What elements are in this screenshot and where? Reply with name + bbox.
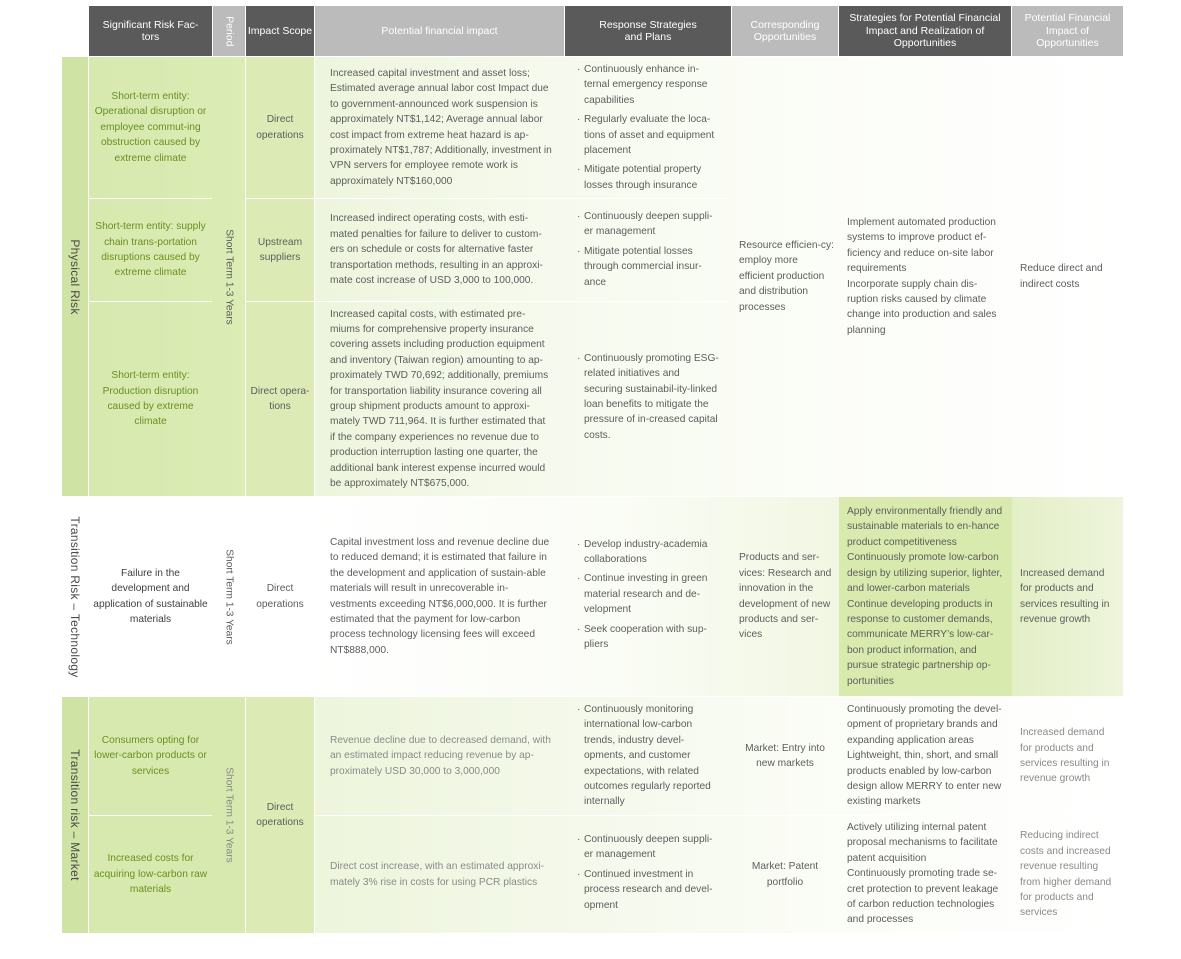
financial-impact: Capital investment loss and revenue decline due to reduced demand; it is estimated that failure in the development and application of sustain-able materials will result in unrecoverable in-vestments exceeding NT$6,000,000. It is further estimated that the payment for low-carbon process technology licensing fees will exceed NT$888,000. bbox=[330, 536, 550, 656]
opportunity-products-services: Products and ser-vices: Research and innovation in the development of new products and ser-vices bbox=[739, 552, 832, 641]
header-opportunities: Corresponding Opportunities bbox=[732, 6, 838, 56]
potential-technology: Increased demand for products and services resulting in revenue growth bbox=[1020, 567, 1110, 625]
header-period: Period bbox=[213, 6, 245, 56]
header-response: Response Strategies and Plans bbox=[565, 6, 731, 56]
risk-factor-sustainable-materials: Failure in the development and application of sustainable materials bbox=[93, 567, 208, 625]
strategy-market-1: Continuously promoting the devel-opment of proprietary brands and expanding application areas Lightweight, thin, short, and small products enabled by low-carbon design allow MERRY to enter new existing markets bbox=[847, 704, 1002, 808]
response-item: · Continued investment in process research and devel-opment bbox=[577, 867, 719, 913]
response-item: · Develop industry-academia collaborations bbox=[577, 537, 719, 568]
response-item: · Mitigate potential property losses through insurance bbox=[577, 162, 719, 193]
potential-market-2: Reducing indirect costs and increased revenue resulting from higher demand for products and services bbox=[1020, 830, 1112, 919]
opportunity-resource-efficiency: Resource efficien-cy: employ more efficient production and distribution processes bbox=[739, 239, 834, 313]
response-list bbox=[577, 497, 719, 696]
impact-scope: Direct operations bbox=[256, 801, 304, 828]
response-item: · Seek cooperation with sup-pliers bbox=[577, 622, 719, 653]
response-list bbox=[577, 209, 719, 294]
financial-impact: Revenue decline due to decreased demand, with an estimated impact reducing revenue by ap-proximately USD 30,000 to 3,000,000 bbox=[330, 734, 551, 777]
strategy-physical: Implement automated production systems to improve product ef-ficiency and reduce on-site labor requirements Incorporate supply chain dis-ruption risks caused by climate change into production and sales planning bbox=[847, 216, 997, 336]
period-physical: Short Term 1-3 Years bbox=[223, 228, 235, 325]
financial-impact: Increased capital costs, with estimated pre-miums for comprehensive property insurance covering assets including production equipment and inventory (Taiwan region) amounting to ap-proximately TWD 70,692; additionally, premiums for transportation liability insurance covering all group shipment products amount to approxi-mately TWD 711,964. It is further estimated that if the company experiences no revenue due to production interruption lasting one quarter, the additional bank interest expense incurred would be approximately NT$675,000. bbox=[330, 308, 549, 490]
response-item: · Continuously enhance in-ternal emergency response capabilities bbox=[577, 62, 719, 108]
strategy-technology: Apply environmentally friendly and sustainable materials to en-hance product competitiveness Continuously promote low-carbon design by utilizing superior, lighter, and lower-carbon materials Continue developing products in response to customer demands, communicate MERRY’s low-car-bon product information, and pursue strategic partnership op-portunities bbox=[847, 506, 1003, 687]
financial-impact: Increased capital investment and asset loss; Estimated average annual labor cost Impact due to government-announced work suspension is approximately NT$1,142; Average annual labor cost impact from extreme heat hazard is ap-proximately NT$1,787; Additionally, investment in VPN servers for employee remote work is approximately NT$160,000 bbox=[330, 67, 552, 187]
category-transition-market: Transition risk – Market bbox=[62, 697, 88, 933]
opportunity-patent-portfolio: Market: Patent portfolio bbox=[751, 861, 819, 888]
impact-scope: Upstream suppliers bbox=[257, 236, 303, 263]
impact-scope: Direct operations bbox=[256, 583, 304, 610]
response-list bbox=[577, 302, 719, 496]
risk-factor-production-disruption: Short-term entity: Production disruption caused by extreme climate bbox=[102, 370, 199, 428]
response-item: · Continuously promoting ESG-related initiatives and securing sustainabil-ity-linked loan benefits to mitigate the pressure of in-creased capital costs. bbox=[577, 351, 719, 443]
header-risk-factors: Significant Risk Fac-tors bbox=[89, 6, 212, 56]
response-item: · Regularly evaluate the loca-tions of asset and equipment placement bbox=[577, 112, 719, 158]
response-item: · Continuously deepen suppli-er management bbox=[577, 209, 719, 240]
impact-scope: Direct operations bbox=[256, 114, 304, 141]
header-potential-impact: Potential Financial Impact of Opportunities bbox=[1012, 6, 1123, 56]
period-market: Short Term 1-3 Years bbox=[223, 767, 235, 863]
header-strategies: Strategies for Potential Financial Impact and Realization of Opportunities bbox=[839, 6, 1011, 56]
strategy-market-2: Actively utilizing internal patent proposal mechanisms to facilitate patent acquisition Continuously promoting trade se-cret protection to prevent leakage of carbon reduction technologies and processes bbox=[847, 822, 999, 926]
response-list bbox=[577, 816, 719, 933]
category-physical-risk: Physical Risk bbox=[62, 57, 88, 496]
potential-physical: Reduce direct and indirect costs bbox=[1020, 263, 1103, 290]
header-financial-impact: Potential financial impact bbox=[315, 6, 564, 56]
response-item: · Continuously deepen suppli-er management bbox=[577, 832, 719, 863]
response-item: · Mitigate potential losses through commercial insur-ance bbox=[577, 244, 719, 290]
risk-factor-supply-chain: Short-term entity: supply chain trans-portation disruptions caused by extreme climate bbox=[95, 221, 206, 279]
risk-factor-raw-material-costs: Increased costs for acquiring low-carbon raw materials bbox=[93, 853, 208, 896]
financial-impact: Increased indirect operating costs, with esti-mated penalties for failure to deliver to custom-ers on schedule or costs for alternative faster transportation methods, resulting in an approxi-mate cost increase of USD 3,000 to 100,000. bbox=[330, 213, 543, 287]
period-technology: Short Term 1-3 Years bbox=[223, 548, 235, 645]
risk-factor-operational-disruption: Short-term entity: Operational disruption or employee commut-ing obstruction caused by extreme climate bbox=[94, 90, 207, 164]
header-impact-scope: Impact Scope bbox=[246, 6, 314, 56]
potential-market-1: Increased demand for products and services resulting in revenue growth bbox=[1020, 727, 1110, 785]
opportunity-new-markets: Market: Entry into new markets bbox=[745, 742, 825, 769]
response-item: · Continuously monitoring international low-carbon trends, industry devel-opments, and customer expectations, with related outcomes regularly reported internally bbox=[577, 702, 719, 810]
financial-impact: Direct cost increase, with an estimated approxi-mately 3% rise in costs for using PCR plastics bbox=[330, 861, 545, 888]
response-list bbox=[577, 702, 719, 814]
response-item: · Continue investing in green material research and de-velopment bbox=[577, 571, 719, 617]
impact-scope: Direct opera-tions bbox=[250, 385, 310, 412]
category-transition-technology: Transition Risk – Technology bbox=[62, 497, 88, 696]
risk-factor-consumers-low-carbon: Consumers opting for lower-carbon products or services bbox=[94, 734, 207, 777]
response-list bbox=[577, 62, 719, 197]
